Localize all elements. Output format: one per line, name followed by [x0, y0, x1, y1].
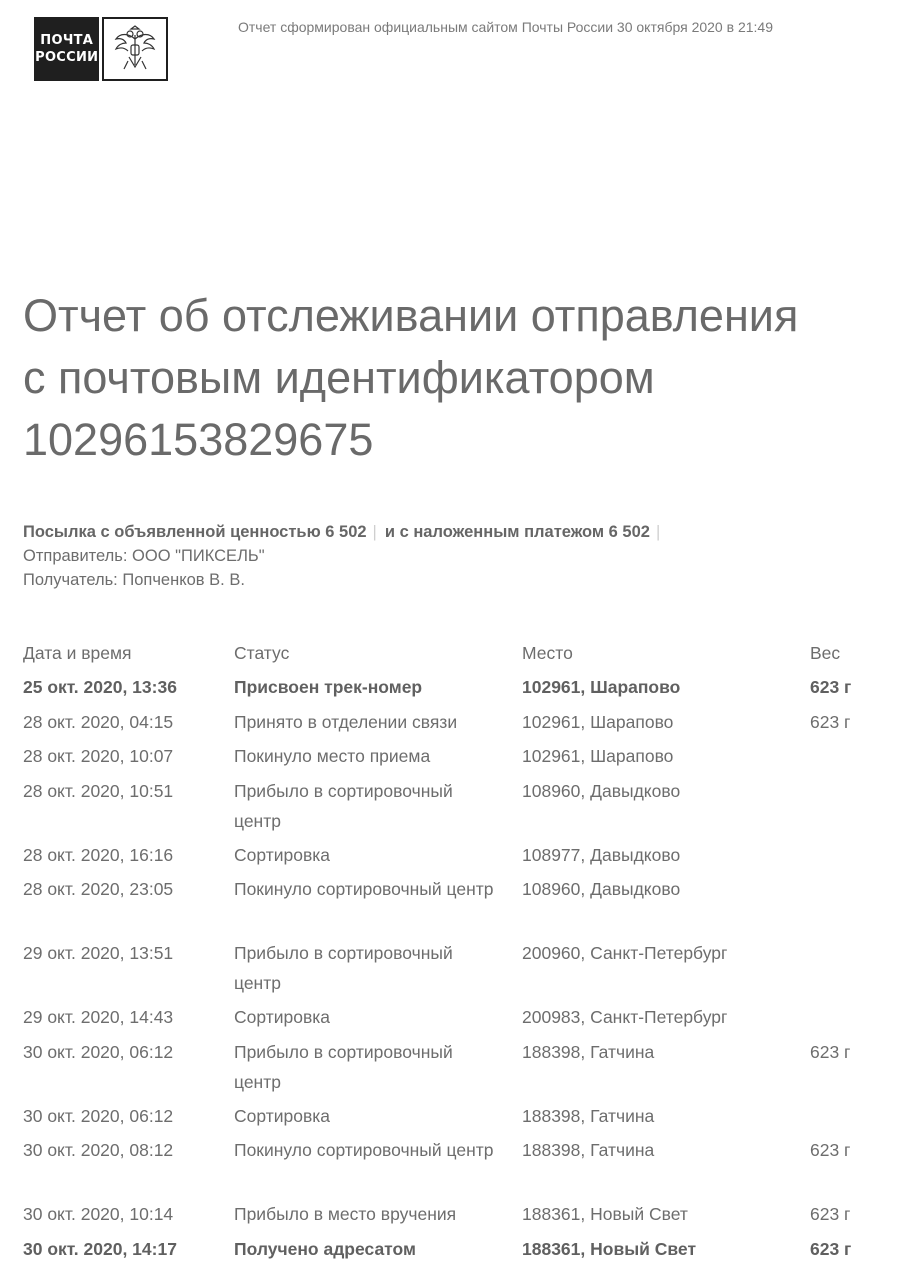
- row-weight: 623 г: [810, 1204, 851, 1224]
- row-date: 30 окт. 2020, 06:12: [23, 1105, 174, 1126]
- row-status: Принято в отделении связи: [234, 711, 458, 732]
- table-row: [23, 741, 883, 776]
- row-status: Сортировка: [234, 844, 331, 865]
- table-row: [23, 1135, 883, 1199]
- sender: Отправитель: ООО "ПИКСЕЛЬ": [23, 547, 265, 565]
- table-row: [23, 776, 883, 840]
- row-weight: 623 г: [810, 677, 852, 697]
- row-status: Получено адресатом: [234, 1238, 416, 1259]
- row-date: 30 окт. 2020, 08:12: [23, 1140, 174, 1160]
- cash-on-delivery: и с наложенным платежом 6 502: [384, 523, 650, 541]
- row-place: 108960, Давыдково: [522, 879, 681, 899]
- row-status: Прибыло в сортировочный центр: [234, 943, 453, 993]
- header-weight: Вес: [810, 643, 841, 663]
- row-date: 28 окт. 2020, 10:07: [23, 746, 174, 766]
- page-title: [23, 285, 893, 471]
- row-place: 102961, Шарапово: [522, 677, 681, 697]
- logo-wordmark: [34, 17, 99, 81]
- row-place: 188361, Новый Свет: [522, 1238, 697, 1259]
- row-place: 200983, Санкт-Петербург: [522, 1007, 728, 1027]
- title-line-2: с почтовым идентификатором: [23, 352, 655, 403]
- row-date: 28 окт. 2020, 04:15: [23, 711, 174, 732]
- row-date: 28 окт. 2020, 16:16: [23, 844, 174, 865]
- row-status: Присвоен трек-номер: [234, 677, 423, 697]
- row-place: 102961, Шарапово: [522, 711, 674, 732]
- row-place: 200960, Санкт-Петербург: [522, 943, 728, 963]
- report-generated-note: Отчет сформирован официальным сайтом Почты России 30 октября 2020 в 21:49: [238, 19, 773, 35]
- row-status: Прибыло в сортировочный центр: [234, 780, 453, 831]
- row-weight: 623 г: [810, 1041, 851, 1062]
- table-row: [23, 1037, 883, 1101]
- table-row: [23, 938, 883, 1002]
- logo-line-2: РОССИИ: [35, 50, 99, 65]
- row-weight: 623 г: [810, 1238, 852, 1259]
- row-status: Покинуло место приема: [234, 746, 431, 766]
- row-place: 188398, Гатчина: [522, 1041, 655, 1062]
- table-row: [23, 1002, 883, 1037]
- row-date: 25 окт. 2020, 13:36: [23, 677, 177, 697]
- row-date: 28 окт. 2020, 23:05: [23, 879, 174, 899]
- table-row: [23, 874, 883, 938]
- row-date: 29 окт. 2020, 14:43: [23, 1007, 174, 1027]
- row-weight: 623 г: [810, 1140, 851, 1160]
- table-row: [23, 1234, 883, 1269]
- row-place: 108960, Давыдково: [522, 780, 681, 801]
- table-row: [23, 840, 883, 875]
- table-row: [23, 672, 883, 707]
- row-place: 102961, Шарапово: [522, 746, 674, 766]
- row-date: 28 окт. 2020, 10:51: [23, 780, 174, 801]
- row-date: 30 окт. 2020, 14:17: [23, 1238, 177, 1259]
- table-row: [23, 1199, 883, 1234]
- row-place: 108977, Давыдково: [522, 844, 681, 865]
- divider: |: [372, 523, 377, 541]
- title-line-1: Отчет об отслеживании отправления: [23, 290, 799, 341]
- shipment-info: [23, 520, 883, 592]
- header-place: Место: [522, 643, 573, 663]
- double-headed-eagle-icon: [102, 17, 168, 81]
- table-row: [23, 1101, 883, 1136]
- tracking-number: 10296153829675: [23, 414, 374, 465]
- row-status: Покинуло сортировочный центр: [234, 879, 494, 899]
- declared-value: Посылка с объявленной ценностью 6 502: [23, 523, 367, 541]
- row-status: Прибыло в место вручения: [234, 1204, 457, 1224]
- table-header: [23, 638, 883, 672]
- row-place: 188398, Гатчина: [522, 1105, 655, 1126]
- header-status: Статус: [234, 643, 290, 663]
- row-status: Покинуло сортировочный центр: [234, 1140, 494, 1160]
- tracking-table: [23, 638, 883, 1268]
- row-date: 30 окт. 2020, 06:12: [23, 1041, 174, 1062]
- row-status: Сортировка: [234, 1007, 331, 1027]
- row-status: Сортировка: [234, 1105, 331, 1126]
- row-status: Прибыло в сортировочный центр: [234, 1041, 453, 1092]
- table-row: [23, 707, 883, 742]
- parcel-description: [23, 520, 883, 544]
- row-date: 30 окт. 2020, 10:14: [23, 1204, 174, 1224]
- recipient: Получатель: Попченков В. В.: [23, 571, 245, 589]
- row-weight: 623 г: [810, 711, 851, 732]
- row-place: 188361, Новый Свет: [522, 1204, 688, 1224]
- header-date: Дата и время: [23, 643, 132, 663]
- row-place: 188398, Гатчина: [522, 1140, 655, 1160]
- divider: |: [655, 523, 661, 541]
- row-date: 29 окт. 2020, 13:51: [23, 943, 174, 963]
- pochta-rossii-logo: [34, 17, 168, 81]
- logo-line-1: ПОЧТА: [40, 33, 94, 48]
